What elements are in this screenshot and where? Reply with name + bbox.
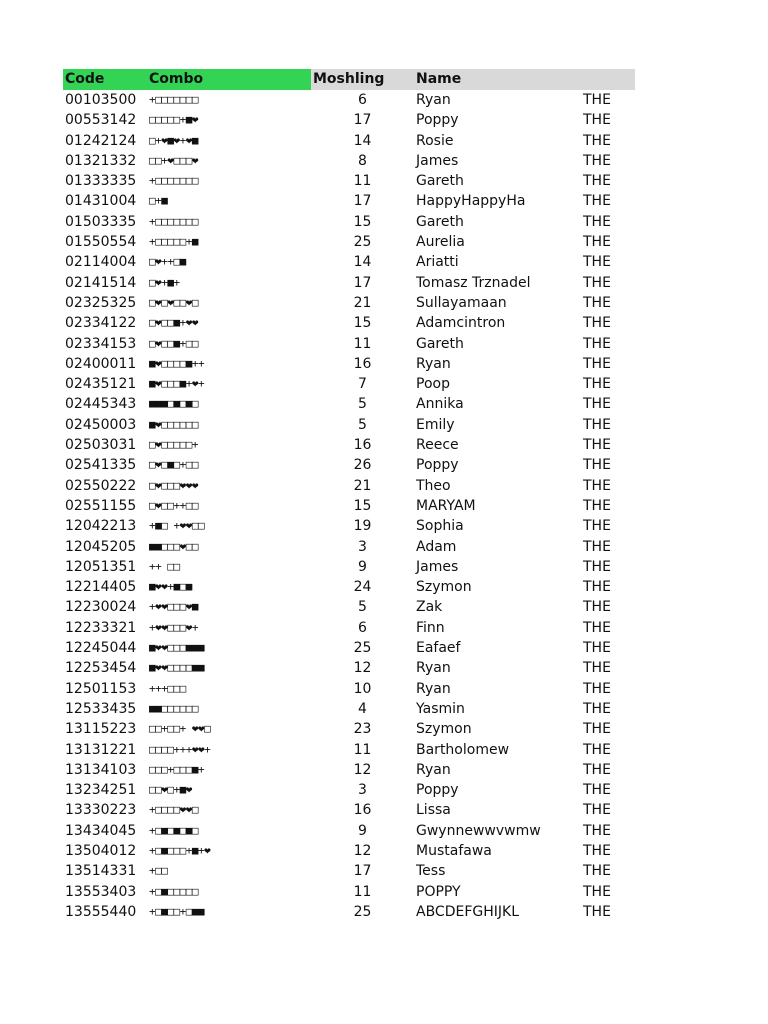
header-row xyxy=(63,69,635,90)
cell-extra[interactable]: THE xyxy=(583,376,611,393)
table-row xyxy=(63,516,635,536)
cell-moshling[interactable]: 5 xyxy=(358,396,367,413)
cell-name[interactable]: Poop xyxy=(416,376,450,393)
cell-extra[interactable]: THE xyxy=(583,579,611,596)
cell-combo[interactable]: □❤++□■ xyxy=(149,255,186,269)
cell-combo[interactable]: □□❤□+■❤ xyxy=(149,783,192,797)
cell-moshling[interactable]: 14 xyxy=(353,132,372,149)
cell-combo[interactable]: +□□□□❤❤□ xyxy=(149,803,198,817)
cell-code[interactable]: 01333335 xyxy=(65,173,137,190)
cell-moshling[interactable]: 7 xyxy=(358,376,367,393)
cell-code[interactable]: 02114004 xyxy=(65,254,137,271)
cell-code[interactable]: 01431004 xyxy=(65,193,137,210)
table-row xyxy=(63,537,635,557)
cell-extra[interactable]: THE xyxy=(583,680,611,697)
cell-extra[interactable]: THE xyxy=(583,315,611,332)
cell-combo[interactable]: ■❤❤□□□■■■ xyxy=(149,641,205,655)
cell-extra[interactable]: THE xyxy=(583,761,611,778)
cell-code[interactable]: 12533435 xyxy=(65,700,137,717)
cell-combo[interactable]: □❤□□□❤❤❤ xyxy=(149,478,198,492)
cell-moshling[interactable]: 14 xyxy=(353,254,372,271)
cell-extra[interactable]: THE xyxy=(583,883,611,900)
cell-code[interactable]: 02541335 xyxy=(65,457,137,474)
cell-combo[interactable]: □□□□□+■❤ xyxy=(149,113,198,127)
cell-name[interactable]: Gareth xyxy=(416,173,464,190)
cell-combo[interactable]: +❤❤□□□❤■ xyxy=(149,600,198,614)
cell-combo[interactable]: +□■□■□■□ xyxy=(149,823,198,837)
cell-extra[interactable]: THE xyxy=(583,193,611,210)
table-row xyxy=(63,800,635,820)
table-row xyxy=(63,212,635,232)
cell-code[interactable]: 01550554 xyxy=(65,234,137,251)
cell-code[interactable]: 02503031 xyxy=(65,437,137,454)
cell-code[interactable]: 01321332 xyxy=(65,152,137,169)
cell-moshling[interactable]: 15 xyxy=(353,497,372,514)
cell-code[interactable]: 02435121 xyxy=(65,376,137,393)
cell-moshling[interactable]: 25 xyxy=(353,234,372,251)
cell-code[interactable]: 00553142 xyxy=(65,112,137,129)
cell-moshling[interactable]: 8 xyxy=(358,152,367,169)
cell-name[interactable]: Ryan xyxy=(416,92,451,108)
cell-extra[interactable]: THE xyxy=(583,640,611,657)
cell-extra[interactable]: THE xyxy=(583,660,611,677)
cell-code[interactable]: 02450003 xyxy=(65,416,137,433)
cell-extra[interactable]: THE xyxy=(583,518,611,535)
cell-combo[interactable]: □❤□□□□□+ xyxy=(149,438,198,452)
cell-combo[interactable]: +□□□□□+■ xyxy=(149,235,198,249)
table-row xyxy=(63,638,635,658)
cell-name[interactable]: Gareth xyxy=(416,335,464,352)
cell-moshling[interactable]: 16 xyxy=(353,437,372,454)
cell-extra[interactable]: THE xyxy=(583,234,611,251)
table-row xyxy=(63,658,635,678)
cell-extra[interactable]: THE xyxy=(583,132,611,149)
cell-name[interactable]: Yasmin xyxy=(416,700,465,717)
cell-name[interactable]: Emily xyxy=(416,416,455,433)
cell-combo[interactable]: □+❤■❤+❤■ xyxy=(149,133,198,147)
cell-extra[interactable]: THE xyxy=(583,863,611,880)
cell-extra[interactable]: THE xyxy=(583,92,611,108)
cell-code[interactable]: 02334153 xyxy=(65,335,137,352)
cell-combo[interactable]: +□■□□□□□ xyxy=(149,884,198,898)
table-row xyxy=(63,780,635,800)
cell-moshling[interactable]: 9 xyxy=(358,558,367,575)
cell-name[interactable]: Theo xyxy=(416,477,451,494)
cell-combo[interactable]: ■❤❤+■□■ xyxy=(149,580,192,594)
cell-combo[interactable]: ++ □□ xyxy=(149,559,180,573)
cell-moshling[interactable]: 6 xyxy=(358,619,367,636)
cell-code[interactable]: 13131221 xyxy=(65,741,137,758)
cell-extra[interactable]: THE xyxy=(583,457,611,474)
cell-code[interactable]: 02445343 xyxy=(65,396,137,413)
cell-code[interactable]: 13553403 xyxy=(65,883,137,900)
cell-name[interactable]: Adam xyxy=(416,538,457,555)
cell-name[interactable]: Poppy xyxy=(416,457,459,474)
cell-combo[interactable]: +❤❤□□□❤+ xyxy=(149,620,198,634)
cell-code[interactable]: 12051351 xyxy=(65,558,137,575)
cell-combo[interactable]: □□+❤□□□❤ xyxy=(149,153,198,167)
cell-name[interactable]: Poppy xyxy=(416,782,459,799)
cell-name[interactable]: Szymon xyxy=(416,721,472,738)
cell-code[interactable]: 02550222 xyxy=(65,477,137,494)
cell-moshling[interactable]: 3 xyxy=(358,538,367,555)
cell-code[interactable]: 13434045 xyxy=(65,822,137,839)
table-row xyxy=(63,740,635,760)
cell-extra[interactable]: THE xyxy=(583,599,611,616)
cell-code[interactable]: 01503335 xyxy=(65,213,137,230)
table-row xyxy=(63,841,635,861)
table-row xyxy=(63,293,635,313)
table-row xyxy=(63,597,635,617)
table-row xyxy=(63,496,635,516)
cell-name[interactable]: POPPY xyxy=(416,883,461,900)
spreadsheet xyxy=(63,69,635,922)
cell-name[interactable]: Gareth xyxy=(416,213,464,230)
cell-code[interactable]: 12045205 xyxy=(65,538,137,555)
cell-name[interactable]: Finn xyxy=(416,619,445,636)
cell-moshling[interactable]: 21 xyxy=(353,294,372,311)
cell-name[interactable]: Ryan xyxy=(416,660,451,677)
cell-moshling[interactable]: 16 xyxy=(353,355,372,372)
cell-name[interactable]: Zak xyxy=(416,599,443,616)
cell-code[interactable]: 12245044 xyxy=(65,640,137,657)
cell-name[interactable]: Tess xyxy=(416,863,446,880)
cell-name[interactable]: Rosie xyxy=(416,132,454,149)
moshling-codes-table xyxy=(63,69,635,922)
cell-name[interactable]: Aurelia xyxy=(416,234,465,251)
table-row xyxy=(63,171,635,191)
cell-name[interactable]: James xyxy=(416,152,459,169)
cell-moshling[interactable]: 19 xyxy=(353,518,372,535)
cell-extra[interactable]: THE xyxy=(583,416,611,433)
cell-moshling[interactable]: 12 xyxy=(353,761,372,778)
cell-code[interactable]: 00103500 xyxy=(65,92,137,108)
cell-extra[interactable]: THE xyxy=(583,822,611,839)
table-row xyxy=(63,577,635,597)
cell-combo[interactable]: ■■■□■□■□ xyxy=(149,397,198,411)
cell-moshling[interactable]: 3 xyxy=(358,782,367,799)
cell-moshling[interactable]: 25 xyxy=(353,903,372,920)
cell-code[interactable]: 12233321 xyxy=(65,619,137,636)
cell-extra[interactable]: THE xyxy=(583,254,611,271)
cell-combo[interactable]: □□+□□+ ❤❤□ xyxy=(149,722,211,736)
cell-moshling[interactable]: 25 xyxy=(353,640,372,657)
cell-code[interactable]: 01242124 xyxy=(65,132,137,149)
table-row xyxy=(63,760,635,780)
cell-extra[interactable]: THE xyxy=(583,112,611,129)
cell-moshling[interactable]: 9 xyxy=(358,822,367,839)
cell-extra[interactable]: THE xyxy=(583,721,611,738)
cell-combo[interactable]: □□□□+++❤❤+ xyxy=(149,742,211,756)
cell-extra[interactable]: THE xyxy=(583,497,611,514)
cell-combo[interactable]: ■■□□□❤□□ xyxy=(149,539,198,553)
table-row xyxy=(63,252,635,272)
cell-code[interactable]: 13134103 xyxy=(65,761,137,778)
cell-name[interactable]: Ariatti xyxy=(416,254,459,271)
cell-moshling[interactable]: 15 xyxy=(353,315,372,332)
table-row xyxy=(63,273,635,293)
table-row xyxy=(63,90,635,110)
cell-combo[interactable]: +□□□□□□□ xyxy=(149,93,198,106)
cell-combo[interactable]: +□□□□□□□ xyxy=(149,214,198,228)
cell-moshling[interactable]: 11 xyxy=(353,173,372,190)
cell-moshling[interactable]: 11 xyxy=(353,335,372,352)
cell-name[interactable]: Szymon xyxy=(416,579,472,596)
cell-extra[interactable]: THE xyxy=(583,477,611,494)
cell-extra[interactable]: THE xyxy=(583,741,611,758)
cell-combo[interactable]: □❤□□■+❤❤ xyxy=(149,316,198,330)
cell-code[interactable]: 02551155 xyxy=(65,497,137,514)
cell-extra[interactable]: THE xyxy=(583,396,611,413)
cell-moshling[interactable]: 15 xyxy=(353,213,372,230)
cell-moshling[interactable]: 16 xyxy=(353,802,372,819)
header-extra[interactable] xyxy=(581,69,635,90)
header-code[interactable]: Code xyxy=(63,69,149,90)
cell-moshling[interactable]: 11 xyxy=(353,741,372,758)
cell-extra[interactable]: THE xyxy=(583,335,611,352)
cell-code[interactable]: 12230024 xyxy=(65,599,137,616)
cell-combo[interactable]: □❤□■□+□□ xyxy=(149,458,198,472)
table-row xyxy=(63,354,635,374)
cell-extra[interactable]: THE xyxy=(583,782,611,799)
cell-combo[interactable]: □❤□□++□□ xyxy=(149,498,198,512)
cell-name[interactable]: Eafaef xyxy=(416,640,461,657)
cell-name[interactable]: James xyxy=(416,558,459,575)
table-row xyxy=(63,334,635,354)
cell-extra[interactable]: THE xyxy=(583,173,611,190)
cell-name[interactable]: Ryan xyxy=(416,355,451,372)
cell-combo[interactable]: +++□□□ xyxy=(149,681,186,695)
cell-code[interactable]: 12042213 xyxy=(65,518,137,535)
cell-code[interactable]: 02334122 xyxy=(65,315,137,332)
table-row xyxy=(63,476,635,496)
table-row xyxy=(63,374,635,394)
table-row xyxy=(63,902,635,922)
cell-moshling[interactable]: 6 xyxy=(358,92,367,108)
cell-code[interactable]: 02400011 xyxy=(65,355,137,372)
cell-name[interactable]: Gwynnewwvwmw xyxy=(416,822,541,839)
cell-combo[interactable]: ■❤□□□□■++ xyxy=(149,356,205,370)
cell-code[interactable]: 13514331 xyxy=(65,863,137,880)
cell-name[interactable]: Lissa xyxy=(416,802,451,819)
cell-moshling[interactable]: 23 xyxy=(353,721,372,738)
cell-combo[interactable]: ■❤□□□□□□ xyxy=(149,417,198,431)
table-row xyxy=(63,415,635,435)
cell-name[interactable]: HappyHappyHa xyxy=(416,193,526,210)
table-row xyxy=(63,232,635,252)
cell-code[interactable]: 13504012 xyxy=(65,842,137,859)
table-row xyxy=(63,191,635,211)
cell-name[interactable]: Tomasz Trznadel xyxy=(416,274,531,291)
cell-combo[interactable]: □+■ xyxy=(149,194,168,208)
cell-extra[interactable]: THE xyxy=(583,842,611,859)
table-row xyxy=(63,861,635,881)
cell-combo[interactable]: □❤□□■+□□ xyxy=(149,336,198,350)
table-row xyxy=(63,719,635,739)
table-row xyxy=(63,679,635,699)
cell-code[interactable]: 13234251 xyxy=(65,782,137,799)
cell-name[interactable]: Ryan xyxy=(416,680,451,697)
cell-extra[interactable]: THE xyxy=(583,558,611,575)
table-row xyxy=(63,821,635,841)
cell-combo[interactable]: □❤□❤□□❤□ xyxy=(149,295,198,309)
cell-moshling[interactable]: 12 xyxy=(353,842,372,859)
cell-combo[interactable]: ■❤□□□■+❤+ xyxy=(149,377,205,391)
header-combo[interactable]: Combo xyxy=(149,69,311,90)
cell-extra[interactable]: THE xyxy=(583,213,611,230)
cell-moshling[interactable]: 17 xyxy=(353,112,372,129)
cell-extra[interactable]: THE xyxy=(583,802,611,819)
cell-combo[interactable]: +□□ xyxy=(149,864,168,878)
table-row xyxy=(63,699,635,719)
cell-moshling[interactable]: 17 xyxy=(353,193,372,210)
cell-combo[interactable]: +■□ +❤❤□□ xyxy=(149,519,205,533)
header-moshling[interactable]: Moshling xyxy=(311,69,414,90)
cell-combo[interactable]: +□□□□□□□ xyxy=(149,174,198,188)
cell-moshling[interactable]: 17 xyxy=(353,274,372,291)
table-row xyxy=(63,110,635,130)
cell-name[interactable]: Sullayamaan xyxy=(416,294,507,311)
table-row xyxy=(63,882,635,902)
cell-moshling[interactable]: 17 xyxy=(353,863,372,880)
cell-code[interactable]: 12501153 xyxy=(65,680,137,697)
table-row xyxy=(63,131,635,151)
table-row xyxy=(63,455,635,475)
header-name[interactable]: Name xyxy=(414,69,581,90)
cell-name[interactable]: MARYAM xyxy=(416,497,476,514)
cell-code[interactable]: 13555440 xyxy=(65,903,137,920)
cell-moshling[interactable]: 24 xyxy=(353,579,372,596)
cell-moshling[interactable]: 4 xyxy=(358,700,367,717)
cell-combo[interactable]: +□■□□□+■+❤ xyxy=(149,843,211,857)
cell-name[interactable]: Mustafawa xyxy=(416,842,492,859)
cell-combo[interactable]: ■❤❤□□□□■■ xyxy=(149,661,205,675)
table-row xyxy=(63,394,635,414)
cell-extra[interactable]: THE xyxy=(583,437,611,454)
cell-name[interactable]: Adamcintron xyxy=(416,315,506,332)
cell-combo[interactable]: □□□+□□□■+ xyxy=(149,762,205,776)
cell-code[interactable]: 12253454 xyxy=(65,660,137,677)
cell-extra[interactable]: THE xyxy=(583,355,611,372)
cell-name[interactable]: Sophia xyxy=(416,518,464,535)
cell-name[interactable]: Reece xyxy=(416,437,459,454)
cell-extra[interactable]: THE xyxy=(583,274,611,291)
table-row xyxy=(63,151,635,171)
cell-extra[interactable]: THE xyxy=(583,538,611,555)
cell-combo[interactable]: ■■□□□□□□ xyxy=(149,701,198,715)
cell-extra[interactable]: THE xyxy=(583,294,611,311)
table-row xyxy=(63,313,635,333)
cell-name[interactable]: Annika xyxy=(416,396,464,413)
table-row xyxy=(63,557,635,577)
cell-code[interactable]: 02141514 xyxy=(65,274,137,291)
cell-name[interactable]: Ryan xyxy=(416,761,451,778)
cell-code[interactable]: 12214405 xyxy=(65,579,137,596)
cell-code[interactable]: 13115223 xyxy=(65,721,137,738)
cell-moshling[interactable]: 5 xyxy=(358,416,367,433)
table-row xyxy=(63,435,635,455)
cell-moshling[interactable]: 5 xyxy=(358,599,367,616)
cell-combo[interactable]: □❤+■+ xyxy=(149,275,180,289)
cell-extra[interactable]: THE xyxy=(583,903,611,920)
cell-name[interactable]: ABCDEFGHIJKL xyxy=(416,903,520,920)
cell-extra[interactable]: THE xyxy=(583,619,611,636)
cell-moshling[interactable]: 21 xyxy=(353,477,372,494)
cell-name[interactable]: Poppy xyxy=(416,112,459,129)
cell-code[interactable]: 13330223 xyxy=(65,802,137,819)
cell-extra[interactable]: THE xyxy=(583,152,611,169)
cell-name[interactable]: Bartholomew xyxy=(416,741,510,758)
cell-combo[interactable]: +□■□□+□■■ xyxy=(149,904,205,918)
cell-extra[interactable]: THE xyxy=(583,700,611,717)
cell-code[interactable]: 02325325 xyxy=(65,294,137,311)
cell-moshling[interactable]: 26 xyxy=(353,457,372,474)
table-row xyxy=(63,618,635,638)
cell-moshling[interactable]: 12 xyxy=(353,660,372,677)
cell-moshling[interactable]: 11 xyxy=(353,883,372,900)
cell-moshling[interactable]: 10 xyxy=(353,680,372,697)
